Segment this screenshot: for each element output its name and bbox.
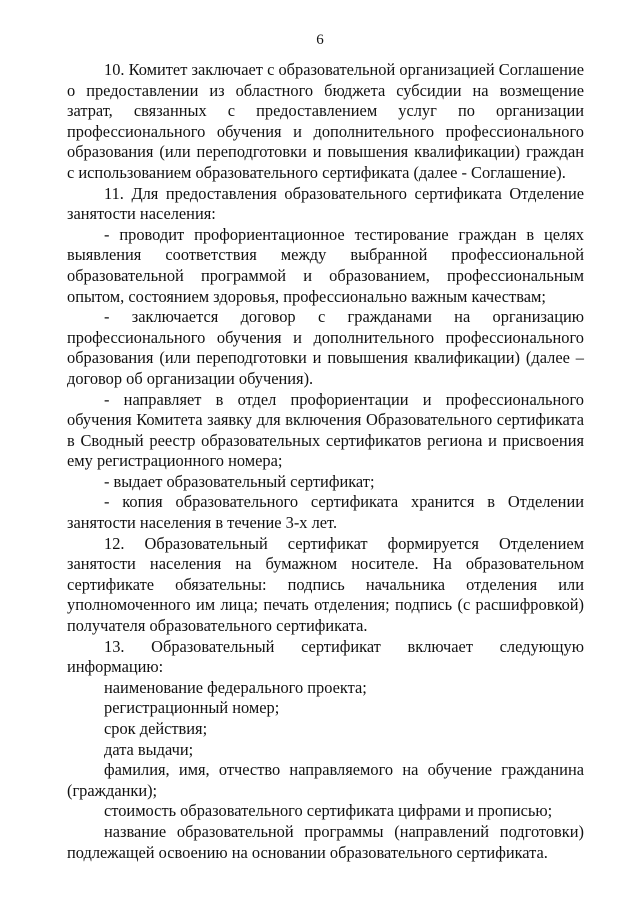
info-item-program-name: название образовательной программы (направлений подготовки) подлежащей освоению на основании образовательного сертификата. bbox=[67, 821, 584, 862]
list-item-testing: - проводит профориентационное тестирование граждан в целях выявления соответствия между выбранной профессиональной образовательной программой и образованием, профессиональным опытом, состоянием здоровья, профессионально важным качествам; bbox=[67, 224, 584, 306]
list-item-issue: - выдает образовательный сертификат; bbox=[104, 471, 375, 491]
list-item-copy: - копия образовательного сертификата хранится в Отделении занятости населения в течение 3-х лет. bbox=[67, 492, 584, 533]
paragraph-12: 12. Образовательный сертификат формируется Отделением занятости населения на бумажном носителе. На образовательном сертификате обязательны: подпись начальника отделения или уполномоченного им лица; печать отделения; подпись (с расшифровкой) получателя образовательного сертификата. bbox=[67, 533, 584, 636]
info-item-cost: стоимость образовательного сертификата цифрами и прописью; bbox=[104, 801, 553, 821]
paragraph-11: 11. Для предоставления образовательного сертификата Отделение занятости населения: bbox=[67, 183, 584, 224]
document-body bbox=[67, 60, 584, 863]
list-item-contract: - заключается договор с гражданами на организацию профессионального обучения и дополнительного профессионального образования (или переподготовки и повышения квалификации) (далее – договор об организации обучения). bbox=[67, 307, 584, 388]
info-item-project-name: наименование федерального проекта; bbox=[104, 677, 367, 697]
page-number: 6 bbox=[316, 32, 324, 48]
info-item-issue-date: дата выдачи; bbox=[104, 739, 194, 759]
info-item-full-name: фамилия, имя, отчество направляемого на обучение гражданина (гражданки); bbox=[67, 760, 584, 800]
info-item-registration-number: регистрационный номер; bbox=[104, 698, 280, 718]
paragraph-10: 10. Комитет заключает с образовательной организацией Соглашение о предоставлении из областного бюджета субсидии на возмещение затрат, связанных с предоставлением услуг по организации профессионального обучения и дополнительного профессионального образования (или переподготовки и повышения квалификации) граждан с использованием образовательного сертификата (далее - Соглашение). bbox=[67, 60, 584, 182]
paragraph-13: 13. Образовательный сертификат включает следующую информацию: bbox=[67, 636, 584, 677]
list-item-request: - направляет в отдел профориентации и профессионального обучения Комитета заявку для включения Образовательного сертификата в Сводный реестр образовательных сертификатов региона и присвоения ему регистрационного номера; bbox=[67, 389, 584, 471]
info-item-validity: срок действия; bbox=[104, 719, 208, 738]
